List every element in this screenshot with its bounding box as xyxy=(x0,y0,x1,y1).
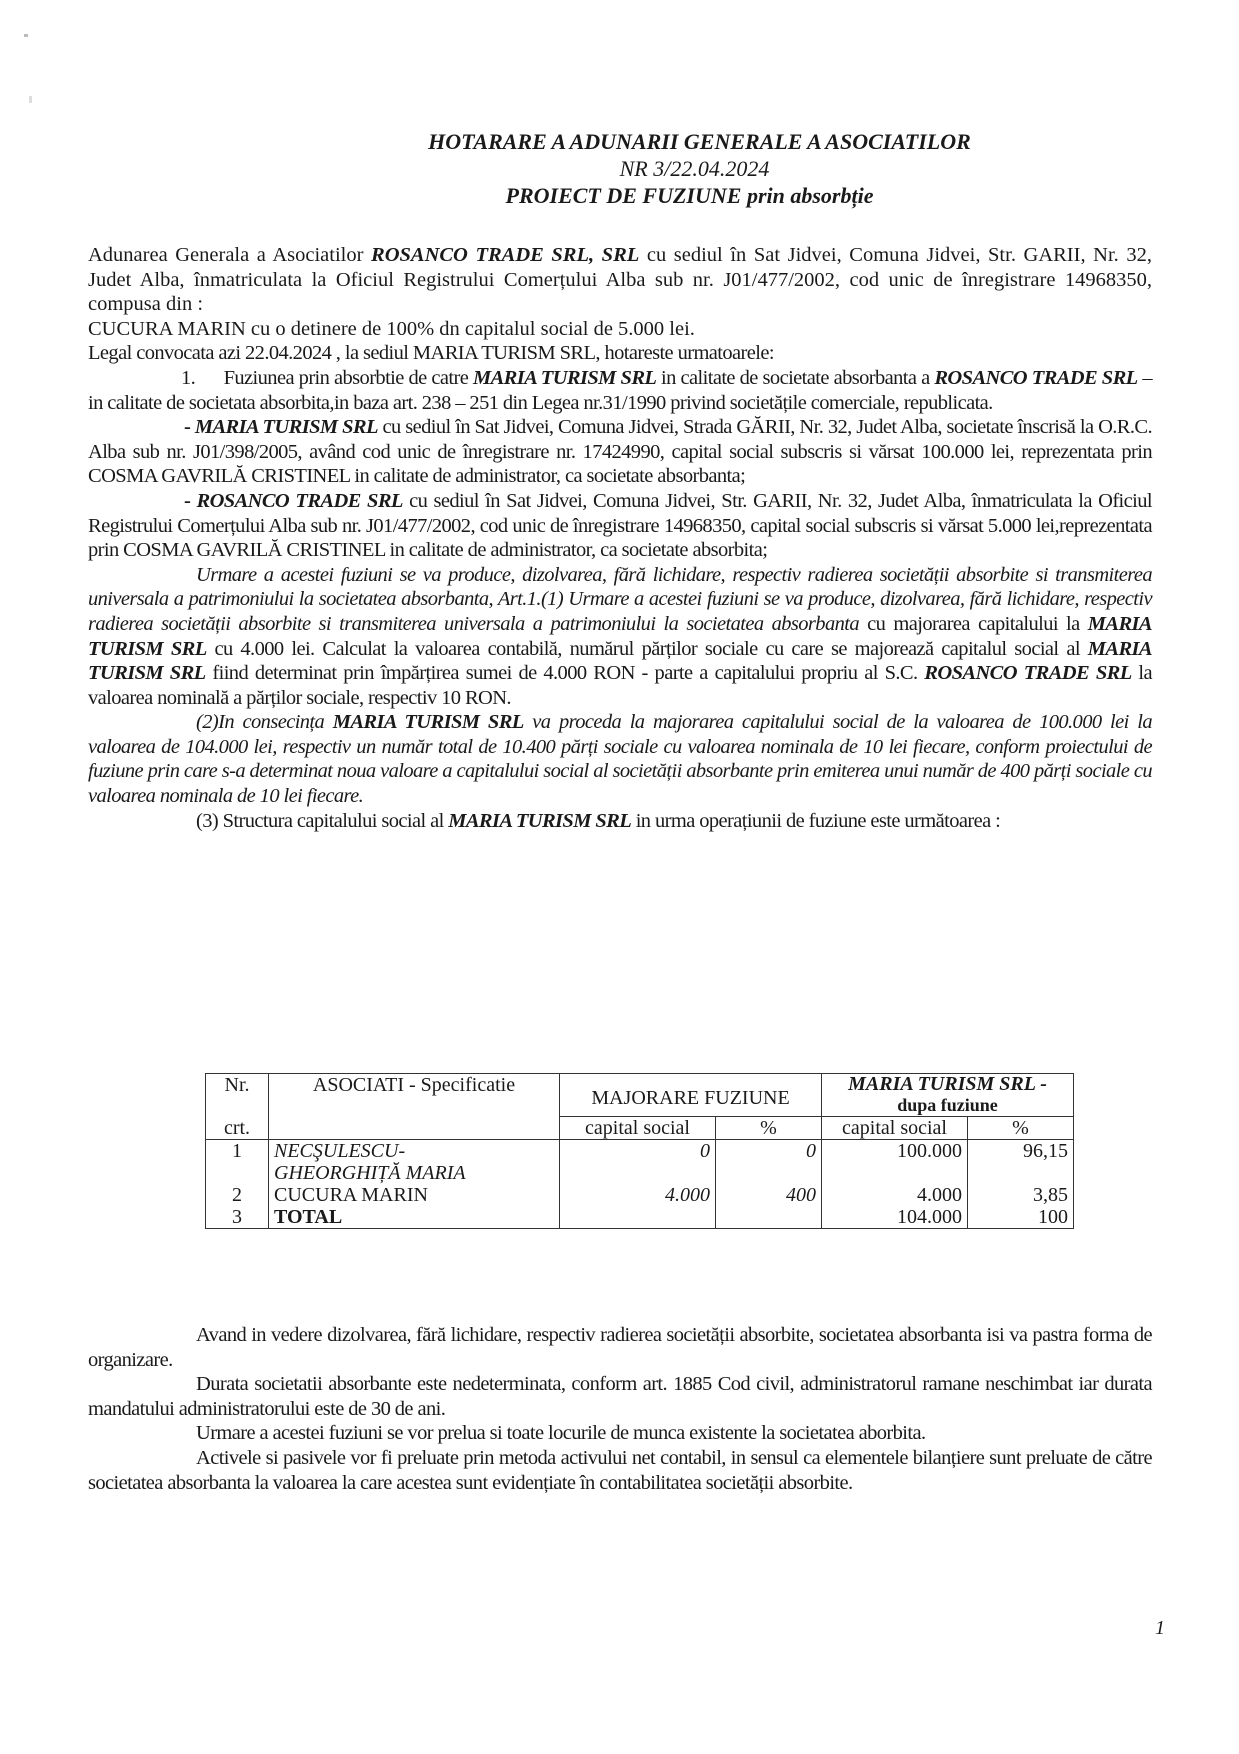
table-row: 1 NECŞULESCU- GHEORGHIȚĂ MARIA 0 0 100.000 96,15 xyxy=(206,1140,1074,1185)
table-row: 2 CUCURA MARIN 4.000 400 4.000 3,85 xyxy=(206,1184,1074,1206)
scan-speck xyxy=(29,96,32,103)
article-2-paragraph: (2)In consecința MARIA TURISM SRL va proceda la majorarea capitalului social de la valoarea de 100.000 lei la valoarea de 104.000 lei, respectiv un număr total de 10.400 părți sociale cu valoarea nominala de 10 lei fiecare, conform proiectului de fuziune prin care s-a determinat noua valoare a capitalului social al societății absorbante prin emiterea unui număr de 400 părți sociale cu valoarea nominala de 10 lei fiecare. xyxy=(88,711,1153,808)
document-body xyxy=(88,243,1152,833)
header-pct-majorare: % xyxy=(716,1117,822,1140)
header-nr: Nr. xyxy=(206,1074,269,1117)
scan-speck xyxy=(24,34,28,37)
header-dupa-fuziune: MARIA TURISM SRL - dupa fuziune xyxy=(822,1074,1074,1117)
closing-paragraph: Avand in vedere dizolvarea, fără lichidare, respectiv radierea societății absorbite, societatea absorbanta isi va pastra forma de organizare. xyxy=(88,1324,1152,1371)
associate-name: NECŞULESCU- GHEORGHIȚĂ MARIA xyxy=(269,1140,560,1185)
total-label: TOTAL xyxy=(269,1206,560,1229)
document-subtitle: PROIECT DE FUZIUNE prin absorbție xyxy=(505,183,874,208)
absorbant-company-paragraph: - MARIA TURISM SRL cu sediul în Sat Jidvei, Comuna Jidvei, Strada GĂRII, Nr. 32, Judet Alba, societate înscrisă la O.R.C. Alba sub nr. J01/398/2005, având cod unic de înregistrare nr. 17424990, capital social subscris si vărsat 100.000 lei, reprezentata prin COSMA GAVRILĂ CRISTINEL in calitate de administrator, ca societate absorbanta; xyxy=(88,416,1152,488)
closing-section xyxy=(88,1323,1152,1495)
company-name: ROSANCO TRADE SRL, SRL xyxy=(371,244,640,266)
page-number: 1 xyxy=(1155,1617,1165,1639)
header-asociati: ASOCIATI - Specificatie xyxy=(269,1074,560,1140)
document-header xyxy=(0,128,1239,209)
article-3-paragraph: (3) Structura capitalului social al MARIA TURISM SRL in urma operațiunii de fuziune este următoarea : xyxy=(196,809,1001,832)
capital-structure-table xyxy=(205,1073,1074,1229)
document-title: HOTARARE A ADUNARII GENERALE A ASOCIATILOR xyxy=(428,129,971,154)
point-1-paragraph: 1. Fuziunea prin absorbtie de catre MARIA TURISM SRL in calitate de societate absorbanta a ROSANCO TRADE SRL – in calitate de societata absorbita,in baza art. 238 – 251 din Legea nr.31/1990 privind societățile comerciale, republicata. xyxy=(88,366,1152,414)
closing-paragraph: Durata societatii absorbante este nedeterminata, conform art. 1885 Cod civil, administratorul ramane neschimbat iar durata mandatului administratorului este de 30 de ani. xyxy=(88,1373,1152,1420)
associate-name: CUCURA MARIN xyxy=(269,1184,560,1206)
document-number: NR 3/22.04.2024 xyxy=(619,156,770,181)
header-capital-majorare: capital social xyxy=(560,1117,716,1140)
convocation-line: Legal convocata azi 22.04.2024 , la sediul MARIA TURISM SRL, hotareste urmatoarele: xyxy=(88,342,774,365)
closing-paragraph: Urmare a acestei fuziuni se vor prelua si toate locurile de munca existente la societatea aborbita. xyxy=(196,1422,926,1445)
shareholder-line: CUCURA MARIN cu o detinere de 100% dn capitalul social de 5.000 lei. xyxy=(88,317,695,340)
header-pct-dupa: % xyxy=(968,1117,1074,1140)
article-1-paragraph: Urmare a acestei fuziuni se va produce, dizolvarea, fără lichidare, respectiv radierea societății absorbite si transmiterea universala a patrimoniului la societatea absorbanta, Art.1.(1) Urmare a acestei fuziuni se va produce, dizolvarea, fără lichidare, respectiv radierea societății absorbite si transmiterea universala a patrimoniului la societatea absorbanta cu majorarea capitalului la MARIA TURISM SRL cu 4.000 lei. Calculat la valoarea contabilă, numărul părților sociale cu care se majorează capitalul social al MARIA TURISM SRL fiind determinat prin împărțirea sumei de 4.000 RON - parte a capitalului propriu al S.C. ROSANCO TRADE SRL la valoarea nominală a părților sociale, respectiv 10 RON. xyxy=(88,563,1153,709)
absorbed-company-paragraph: - ROSANCO TRADE SRL cu sediul în Sat Jidvei, Comuna Jidvei, Str. GARII, Nr. 32, Judet Alba, înmatriculata la Oficiul Registrului Comerțului Alba sub nr. J01/477/2002, cod unic de înregistrare 14968350, capital social subscris si vărsat 5.000 lei,reprezentata prin COSMA GAVRILĂ CRISTINEL in calitate de administrator, ca societate absorbita; xyxy=(88,489,1152,562)
header-crt: crt. xyxy=(206,1117,269,1140)
header-capital-dupa: capital social xyxy=(822,1117,968,1140)
table-header-row xyxy=(206,1074,1074,1117)
intro-paragraph: Adunarea Generala a Asociatilor ROSANCO TRADE SRL, SRL cu sediul în Sat Jidvei, Comuna Jidvei, Str. GARII, Nr. 32, Judet Alba, înmatriculata la Oficiul Registrului Comerțului Alba sub nr. J01/477/2002, cod unic de înregistrare 14968350, compusa din : xyxy=(88,244,1152,316)
table-row-total: 3 TOTAL 104.000 100 xyxy=(206,1206,1074,1229)
closing-paragraph: Activele si pasivele vor fi preluate prin metoda activului net contabil, in sensul ca elementele bilanțiere sunt preluate de către societatea absorbanta la valoarea la care acestea sunt evidențiate în contabilitatea societății absorbite. xyxy=(88,1446,1152,1494)
header-majorare: MAJORARE FUZIUNE xyxy=(560,1074,822,1117)
